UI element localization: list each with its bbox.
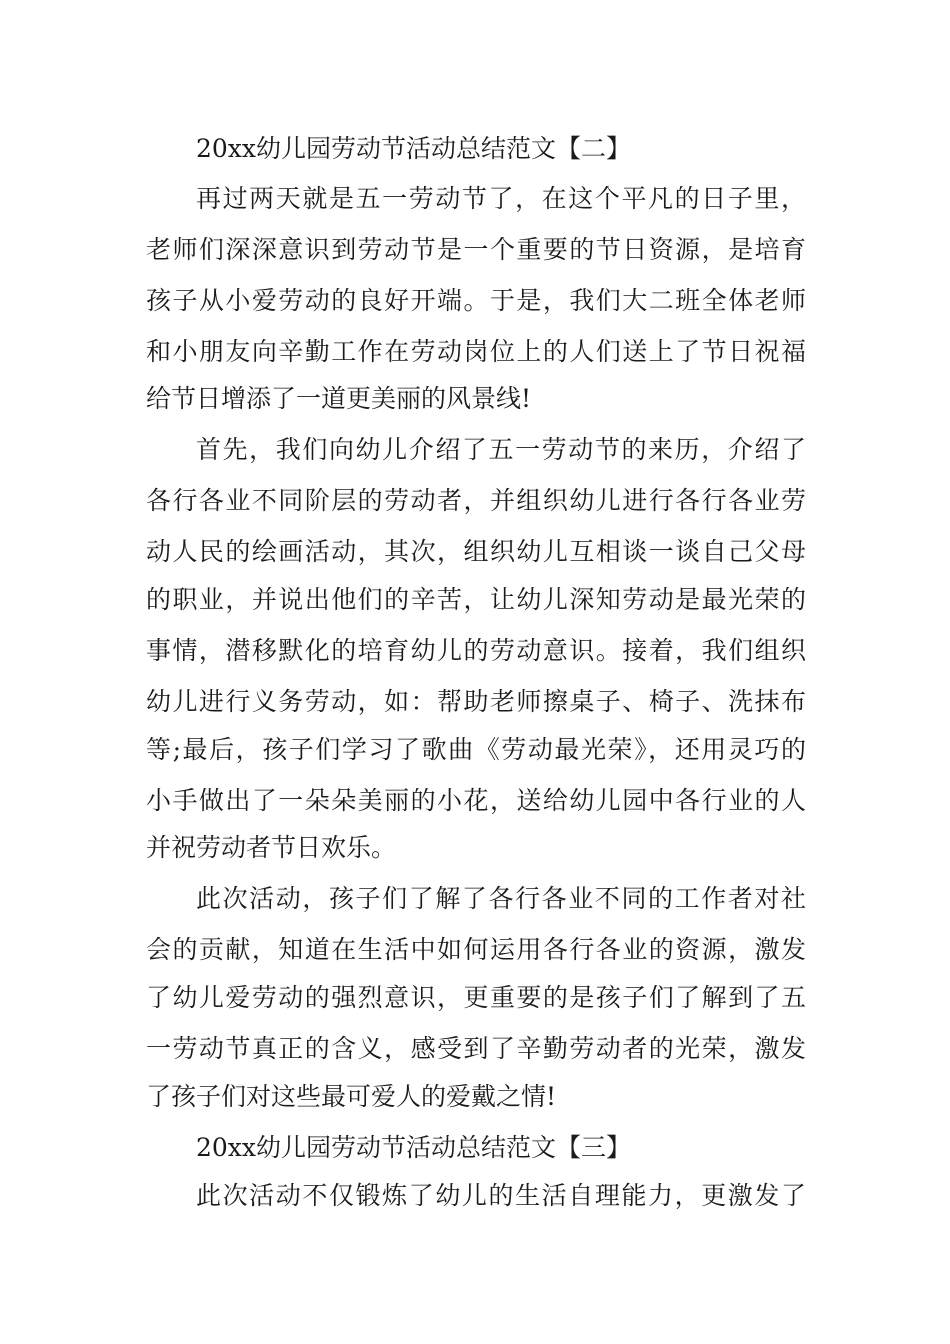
paragraph-2-line-2: 各行各业不同阶层的劳动者，并组织幼儿进行各行各业劳 bbox=[146, 486, 806, 515]
section-heading-3: 20xx幼儿园劳动节活动总结范文【三】 bbox=[196, 1133, 632, 1162]
paragraph-2-line-6: 幼儿进行义务劳动，如：帮助老师擦桌子、椅子、洗抹布 bbox=[146, 687, 806, 716]
paragraph-2-line-4: 的职业，并说出他们的辛苦，让幼儿深知劳动是最光荣的 bbox=[146, 585, 806, 614]
paragraph-2-line-7: 等;最后，孩子们学习了歌曲《劳动最光荣》，还用灵巧的 bbox=[146, 735, 806, 764]
paragraph-2-line-1: 首先，我们向幼儿介绍了五一劳动节的来历，介绍了 bbox=[196, 435, 806, 464]
paragraph-1-line-4: 和小朋友向辛勤工作在劳动岗位上的人们送上了节日祝福 bbox=[146, 337, 806, 366]
paragraph-4-line-1: 此次活动不仅锻炼了幼儿的生活自理能力，更激发了 bbox=[196, 1181, 806, 1210]
paragraph-2-line-3: 动人民的绘画活动，其次，组织幼儿互相谈一谈自己父母 bbox=[146, 537, 806, 566]
paragraph-2-line-9: 并祝劳动者节日欢乐。 bbox=[146, 833, 397, 862]
paragraph-3-line-1: 此次活动，孩子们了解了各行各业不同的工作者对社 bbox=[196, 884, 806, 913]
paragraph-2-line-5: 事情，潜移默化的培育幼儿的劳动意识。接着，我们组织 bbox=[146, 636, 806, 665]
paragraph-3-line-4: 一劳动节真正的含义，感受到了辛勤劳动者的光荣，激发 bbox=[146, 1034, 806, 1063]
paragraph-1-line-5: 给节日增添了一道更美丽的风景线! bbox=[146, 384, 532, 413]
section-heading-2: 20xx幼儿园劳动节活动总结范文【二】 bbox=[196, 134, 632, 163]
paragraph-3-line-5: 了孩子们对这些最可爱人的爱戴之情! bbox=[146, 1082, 557, 1111]
paragraph-1-line-1: 再过两天就是五一劳动节了，在这个平凡的日子里， bbox=[196, 184, 806, 213]
paragraph-3-line-3: 了幼儿爱劳动的强烈意识，更重要的是孩子们了解到了五 bbox=[146, 983, 806, 1012]
paragraph-3-line-2: 会的贡献，知道在生活中如何运用各行各业的资源，激发 bbox=[146, 935, 806, 964]
paragraph-2-line-8: 小手做出了一朵朵美丽的小花，送给幼儿园中各行业的人 bbox=[146, 786, 806, 815]
paragraph-1-line-2: 老师们深深意识到劳动节是一个重要的节日资源，是培育 bbox=[146, 235, 806, 264]
paragraph-1-line-3: 孩子从小爱劳动的良好开端。于是，我们大二班全体老师 bbox=[146, 286, 806, 315]
